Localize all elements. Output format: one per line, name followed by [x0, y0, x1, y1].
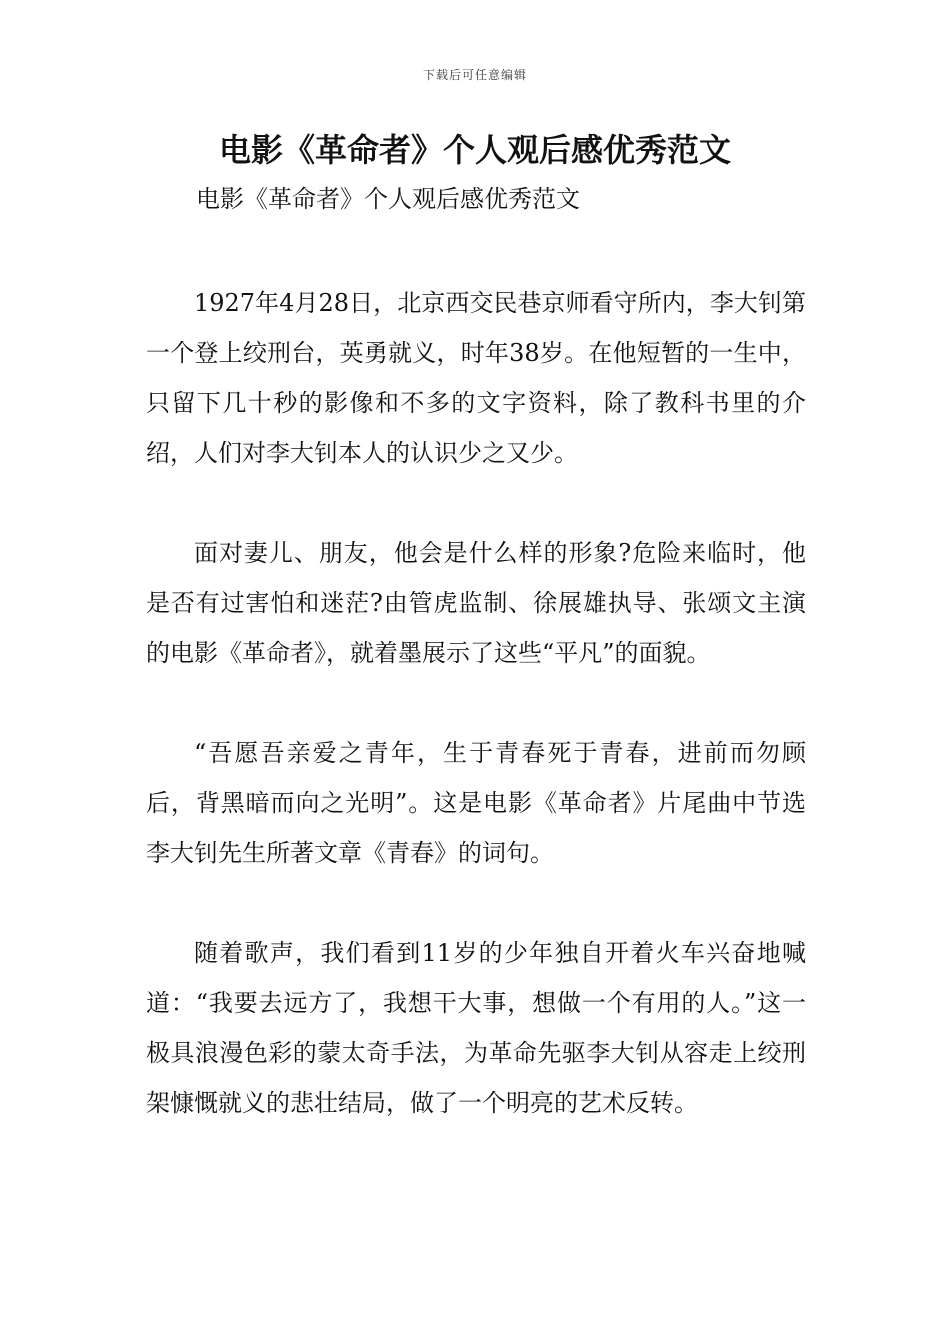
page-title: 电影《革命者》个人观后感优秀范文: [218, 131, 731, 169]
paragraph-1: 1927年4月28日，北京西交民巷京师看守所内，李大钊第一个登上绞刑台，英勇就义，时年38岁。在他短暂的一生中，只留下几十秒的影像和不多的文字资料，除了教科书里的介绍，人们对李大钊本人的认识少之又少。: [146, 289, 806, 467]
page-subtitle: 电影《革命者》个人观后感优秀范文: [196, 185, 580, 213]
document-body: [146, 278, 806, 1128]
header-note: 下载后可任意编辑: [422, 68, 527, 82]
paragraph-2: 面对妻儿、朋友，他会是什么样的形象?危险来临时，他是否有过害怕和迷茫?由管虎监制、徐展雄执导、张颂文主演的电影《革命者》，就着墨展示了这些“平凡”的面貌。: [146, 539, 806, 667]
paragraph-3: “吾愿吾亲爱之青年，生于青春死于青春，进前而勿顾后，背黑暗而向之光明”。这是电影《革命者》片尾曲中节选李大钊先生所著文章《青春》的词句。: [146, 739, 806, 867]
paragraph-4: 随着歌声，我们看到11岁的少年独自开着火车兴奋地喊道：“我要去远方了，我想干大事，想做一个有用的人。”这一极具浪漫色彩的蒙太奇手法，为革命先驱李大钊从容走上绞刑架慷慨就义的悲壮结局，做了一个明亮的艺术反转。: [146, 939, 806, 1117]
